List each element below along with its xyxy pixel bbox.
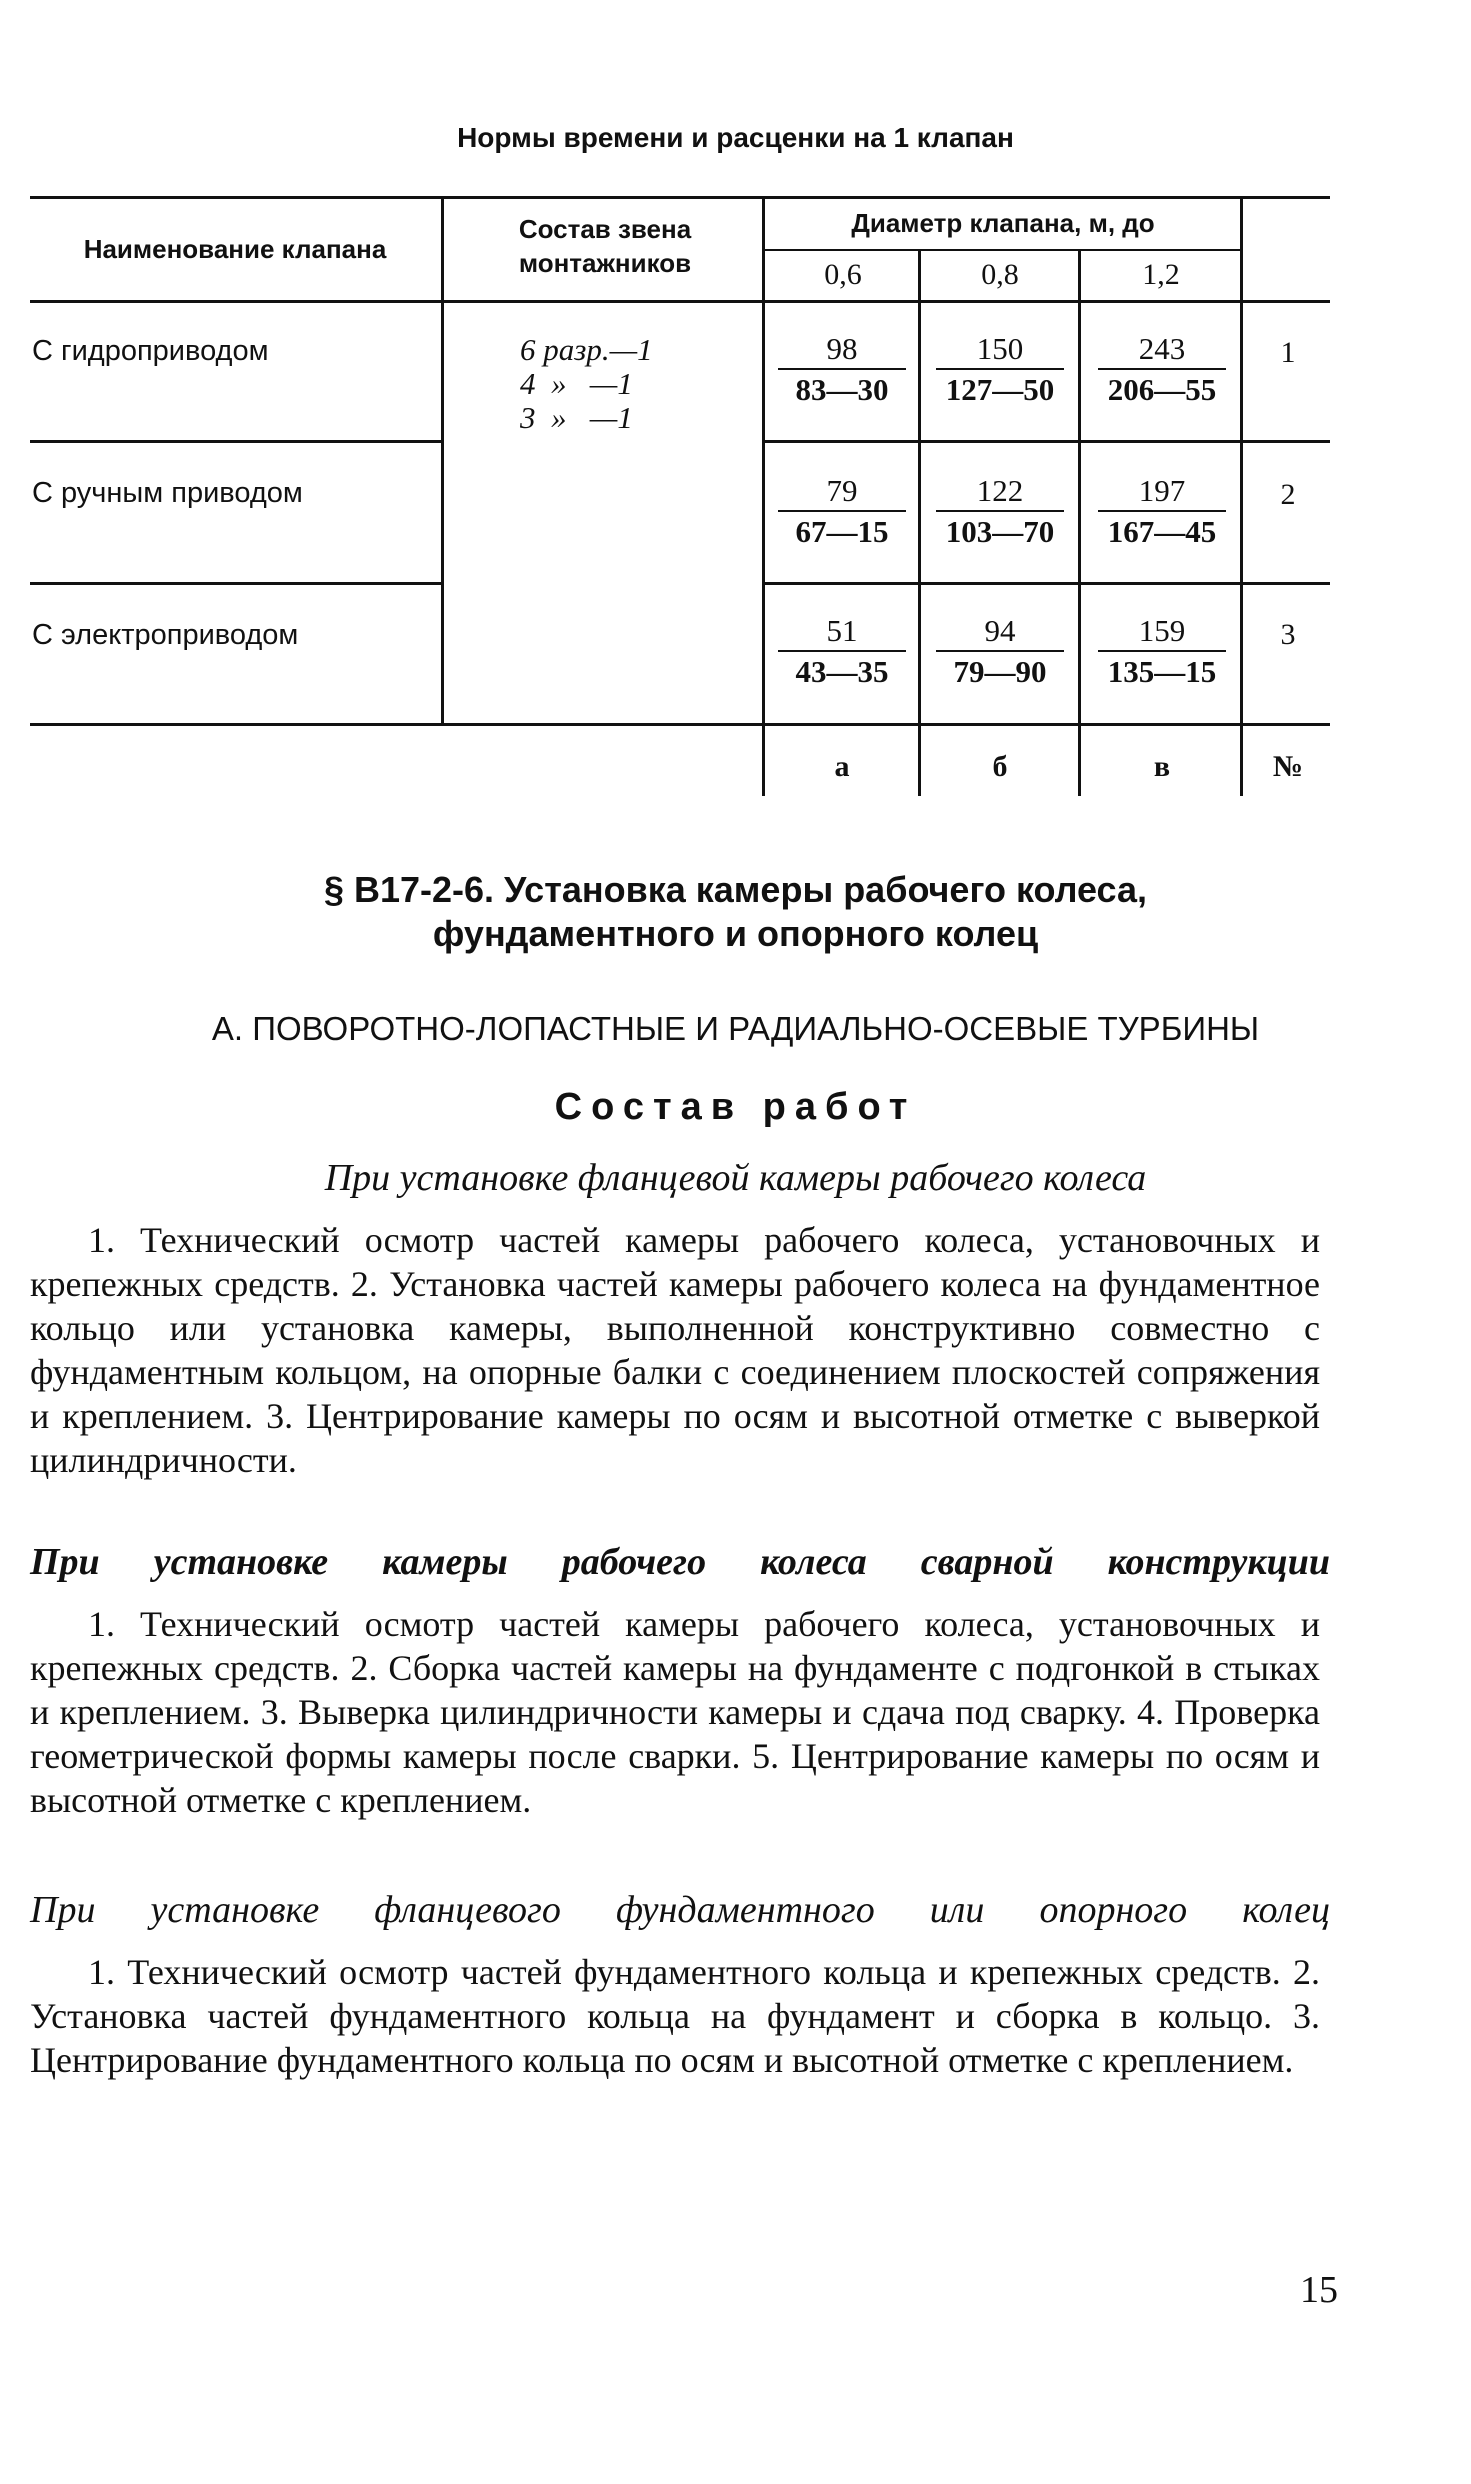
norm-value: 98 <box>826 331 858 366</box>
column-letter-c: в <box>1153 750 1171 783</box>
header-crew: Состав звена монтажников <box>518 214 692 278</box>
row-number-1: 1 <box>1280 336 1296 369</box>
number-sign: № <box>1272 750 1304 783</box>
norm-value: 197 <box>1138 473 1186 508</box>
cell-electric-b <box>930 612 1070 690</box>
crew-line-1: 6 разр.—1 <box>520 332 653 367</box>
rate-value: 79—90 <box>953 654 1047 689</box>
block-3-heading: При установке фланцевого фундаментного или опорного колец <box>30 1889 1330 1931</box>
rate-value: 135—15 <box>1107 654 1217 689</box>
cell-electric-c <box>1092 612 1232 690</box>
norm-value: 159 <box>1138 613 1186 648</box>
header-diameter: Диаметр клапана, м, до <box>851 208 1155 238</box>
block-2-heading: При установке камеры рабочего колеса сварной конструкции <box>30 1541 1330 1583</box>
rate-value: 127—50 <box>945 372 1055 407</box>
row-rule-1 <box>30 440 441 443</box>
norm-value: 122 <box>976 473 1024 508</box>
norm-value: 94 <box>984 613 1016 648</box>
section-subtitle: А. ПОВОРОТНО-ЛОПАСТНЫЕ И РАДИАЛЬНО-ОСЕВЫЕ ТУРБИНЫ <box>211 1010 1260 1047</box>
norm-value: 79 <box>826 473 858 508</box>
block-3-text: 1. Технический осмотр частей фундаментного кольца и крепежных средств. 2. Установка частей фундаментного кольца на фундамент и сборка в кольцо. 3. Центрирование фундаментного кольца по осям и высотной отметке с креплением. <box>30 1952 1320 2080</box>
block-2-text: 1. Технический осмотр частей камеры рабочего колеса, установочных и крепежных средств. 2. Сборка частей камеры на фундаменте с подгонкой в стыках и креплением. 3. Выверка цилиндричности камеры и сдача под сварку. 4. Проверка геометрической формы камеры после сварки. 5. Центрирование камеры по осям и высотной отметке с креплением. <box>30 1604 1320 1820</box>
table-bottom-rule <box>30 723 1330 726</box>
block-1-heading: При установке фланцевой камеры рабочего колеса <box>324 1157 1147 1199</box>
col-divider-name <box>441 196 444 726</box>
rate-value: 206—55 <box>1107 372 1217 407</box>
cell-manual-a <box>772 472 912 550</box>
header-d1: 0,6 <box>824 258 862 291</box>
column-letter-b: б <box>992 750 1008 783</box>
norm-value: 243 <box>1138 331 1186 366</box>
section-title-line-2: фундаментного и опорного колец <box>432 913 1039 954</box>
row-name-electric: С электроприводом <box>32 619 299 651</box>
col-divider-a <box>918 249 921 796</box>
cell-hydro-b <box>930 330 1070 408</box>
row-name-manual: С ручным приводом <box>32 477 303 509</box>
rate-value: 83—30 <box>795 372 889 407</box>
row-rule-2 <box>30 582 441 585</box>
row-number-3: 3 <box>1280 618 1296 651</box>
column-letter-a: а <box>834 750 850 783</box>
row-number-2: 2 <box>1280 478 1296 511</box>
norm-value: 150 <box>976 331 1024 366</box>
norm-value: 51 <box>826 613 858 648</box>
cell-manual-b <box>930 472 1070 550</box>
sostav-rabot-heading: Состав работ <box>554 1086 917 1128</box>
cell-manual-c <box>1092 472 1232 550</box>
crew-line-2: 4 » —1 <box>520 366 633 401</box>
diameter-subheader-rule <box>764 249 1242 251</box>
header-valve-name: Наименование клапана <box>83 234 387 264</box>
rate-value: 43—35 <box>795 654 889 689</box>
header-d3: 1,2 <box>1142 258 1180 291</box>
cell-hydro-a <box>772 330 912 408</box>
header-bottom-rule <box>30 300 1330 303</box>
col-divider-b <box>1078 249 1081 796</box>
row-rule-2b <box>764 582 1330 585</box>
rate-value: 67—15 <box>795 514 889 549</box>
rate-value: 167—45 <box>1107 514 1217 549</box>
rate-value: 103—70 <box>945 514 1055 549</box>
col-divider-c <box>1240 196 1243 796</box>
page-number: 15 <box>1300 2269 1338 2311</box>
col-divider-crew <box>762 196 765 796</box>
row-rule-1b <box>764 440 1330 443</box>
crew-line-3: 3 » —1 <box>520 400 633 435</box>
row-name-hydro: С гидроприводом <box>32 335 269 367</box>
cell-hydro-c <box>1092 330 1232 408</box>
section-title-line-1: § В17-2-6. Установка камеры рабочего колеса, <box>323 869 1148 910</box>
table-top-rule <box>30 196 1330 199</box>
cell-electric-a <box>772 612 912 690</box>
block-1-text: 1. Технический осмотр частей камеры рабочего колеса, установочных и крепежных средств. 2. Установка частей камеры рабочего колеса на фундаментное кольцо или установка камеры, выполненной конструктивно совместно с фундаментным кольцом, на опорные балки с соединением плоскостей сопряжения и креплением. 3. Центрирование камеры по осям и высотной отметке с выверкой цилиндричности. <box>30 1220 1320 1480</box>
table-title: Нормы времени и расценки на 1 клапан <box>457 122 1014 153</box>
header-d2: 0,8 <box>981 258 1019 291</box>
